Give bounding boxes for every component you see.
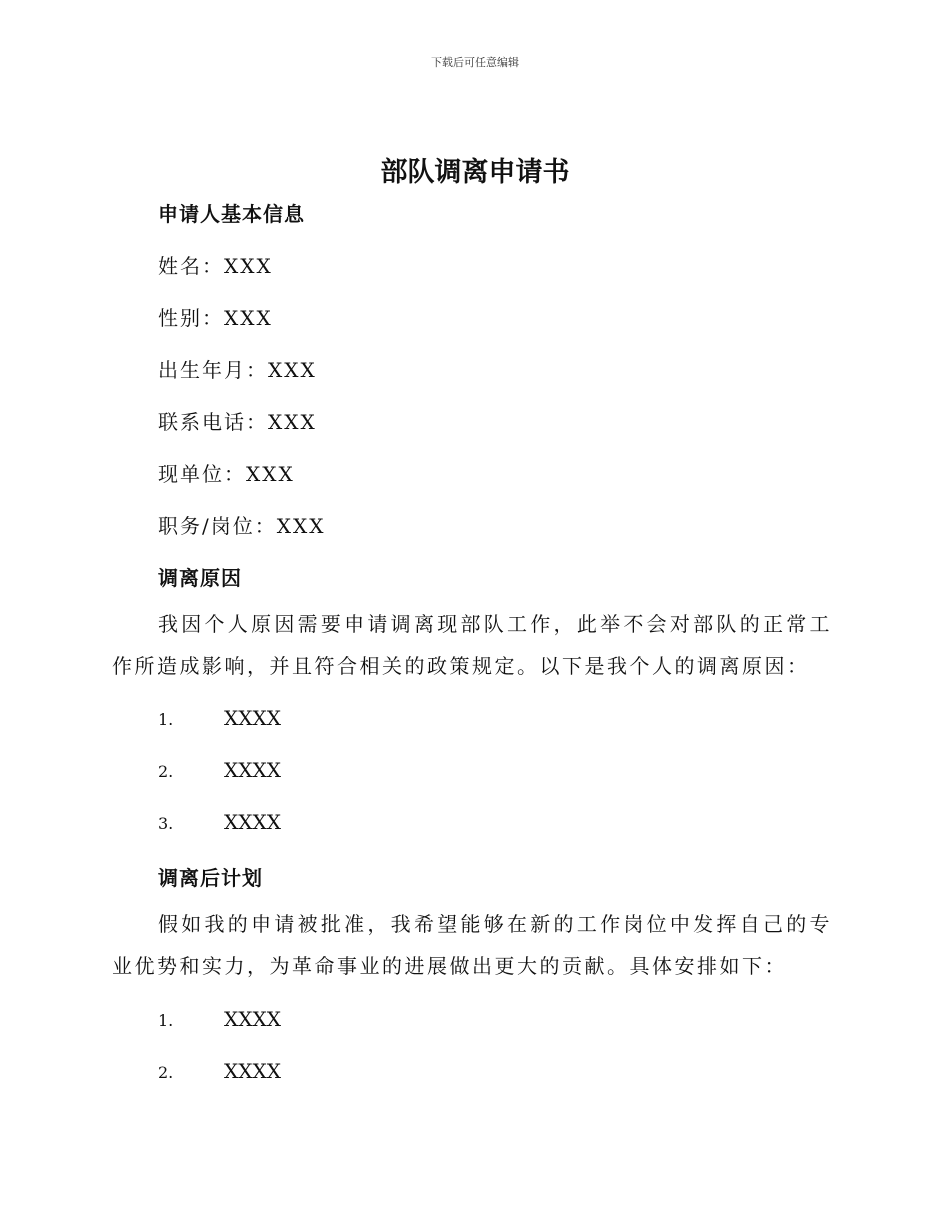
field-current-unit: 现单位：XXX (158, 462, 295, 486)
plan-item-number: 2. (158, 1063, 174, 1082)
plan-paragraph: 假如我的申请被批准，我希望能够在新的工作岗位中发挥自己的专业优势和实力，为革命事业的进展做出更大的贡献。具体安排如下： (112, 912, 832, 978)
reason-paragraph: 我因个人原因需要申请调离现部队工作，此举不会对部队的正常工作所造成影响，并且符合相关的政策规定。以下是我个人的调离原因： (112, 612, 832, 678)
section-heading-reason: 调离原因 (158, 566, 242, 590)
field-name: 姓名：XXX (158, 254, 273, 278)
field-phone: 联系电话：XXX (158, 410, 317, 434)
reason-item-text: XXXX (224, 706, 281, 730)
plan-item-number: 1. (158, 1011, 174, 1030)
plan-item-text: XXXX (224, 1059, 281, 1083)
document-title: 部队调离申请书 (380, 157, 570, 188)
field-birth-date: 出生年月：XXX (158, 358, 317, 382)
reason-item-text: XXXX (224, 758, 281, 782)
reason-item-number: 2. (158, 762, 174, 781)
field-gender: 性别：XXX (158, 306, 273, 330)
section-heading-basic-info: 申请人基本信息 (158, 202, 305, 226)
header-note: 下载后可任意编辑 (431, 56, 519, 69)
field-position: 职务/岗位：XXX (158, 514, 326, 538)
reason-item-number: 1. (158, 710, 174, 729)
plan-item-text: XXXX (224, 1007, 281, 1031)
reason-item-text: XXXX (224, 810, 281, 834)
section-heading-plan: 调离后计划 (158, 866, 263, 890)
reason-item-number: 3. (158, 814, 174, 833)
